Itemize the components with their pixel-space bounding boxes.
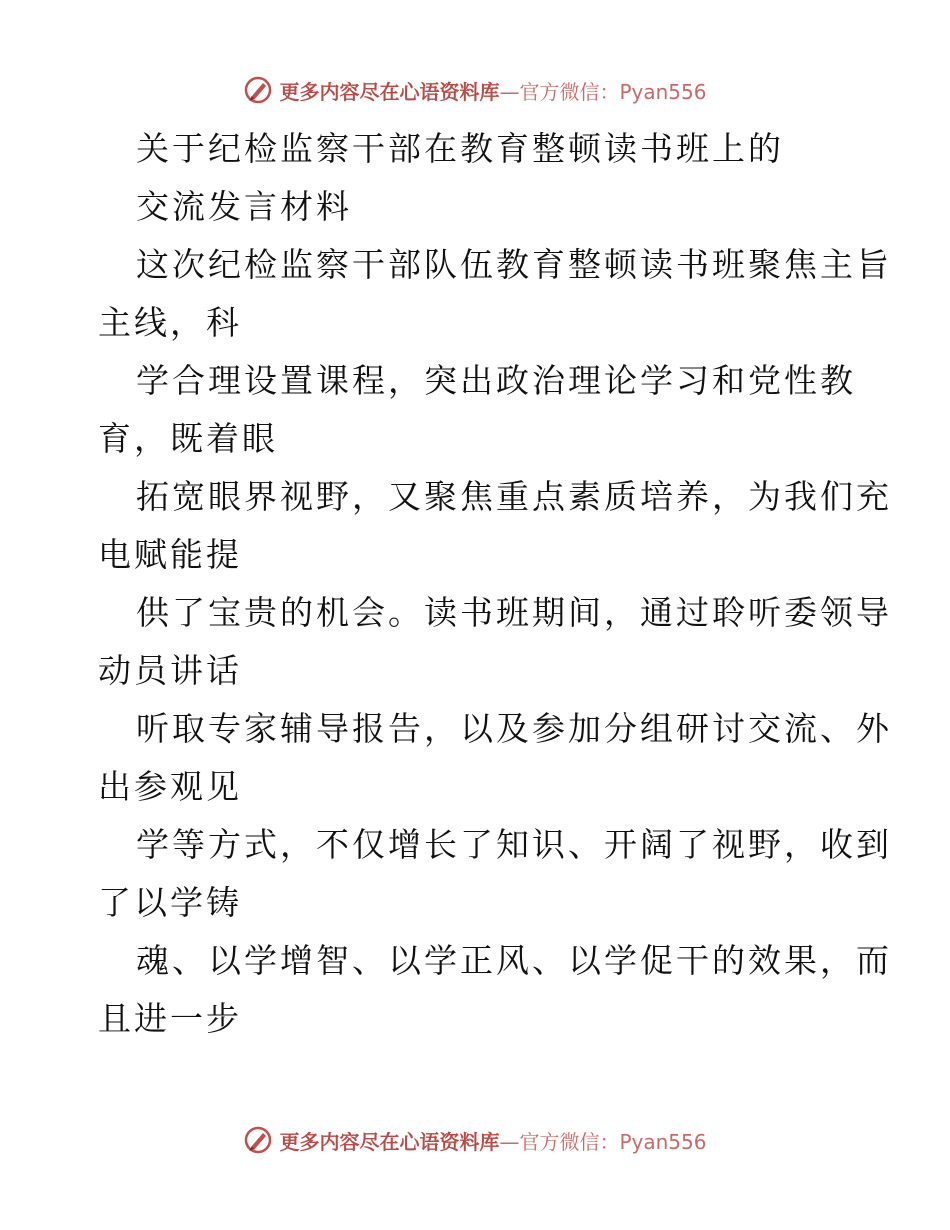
text-line: 这次纪检监察干部队伍教育整顿读书班聚焦主旨 — [136, 245, 892, 284]
header-banner-text — [279, 76, 706, 105]
text-line: 学合理设置课程，突出政治理论学习和党性教 — [136, 361, 856, 400]
text-line: 动员讲话 — [98, 651, 242, 690]
pen-logo-icon — [243, 1125, 273, 1155]
text-line: 交流发言材料 — [136, 187, 352, 226]
text-line: 主线，科 — [98, 303, 242, 342]
text-line: 听取专家辅导报告，以及参加分组研讨交流、外 — [136, 709, 892, 748]
footer-banner — [0, 1120, 950, 1160]
text-line: 且进一步 — [98, 999, 242, 1038]
header-separator: — — [499, 79, 520, 104]
header-banner — [0, 70, 950, 110]
header-brand: 更多内容尽在心语资料库 — [279, 79, 500, 104]
text-line: 魂、以学增智、以学正风、以学促干的效果，而 — [136, 941, 892, 980]
footer-separator: — — [499, 1129, 520, 1154]
footer-wechat: 官方微信：Pyan556 — [519, 1129, 707, 1154]
text-line: 供了宝贵的机会。读书班期间，通过聆听委领导 — [136, 593, 892, 632]
header-wechat: 官方微信：Pyan556 — [519, 79, 707, 104]
footer-brand: 更多内容尽在心语资料库 — [279, 1129, 500, 1154]
text-line: 学等方式，不仅增长了知识、开阔了视野，收到 — [136, 825, 892, 864]
text-line: 了以学铸 — [98, 883, 242, 922]
document-body — [98, 120, 892, 1048]
text-line: 关于纪检监察干部在教育整顿读书班上的 — [136, 129, 784, 168]
text-line: 拓宽眼界视野，又聚焦重点素质培养，为我们充 — [136, 477, 892, 516]
text-line: 出参观见 — [98, 767, 242, 806]
text-line: 电赋能提 — [98, 535, 242, 574]
text-line: 育，既着眼 — [98, 419, 278, 458]
pen-logo-icon — [243, 75, 273, 105]
footer-banner-text — [279, 1126, 706, 1155]
